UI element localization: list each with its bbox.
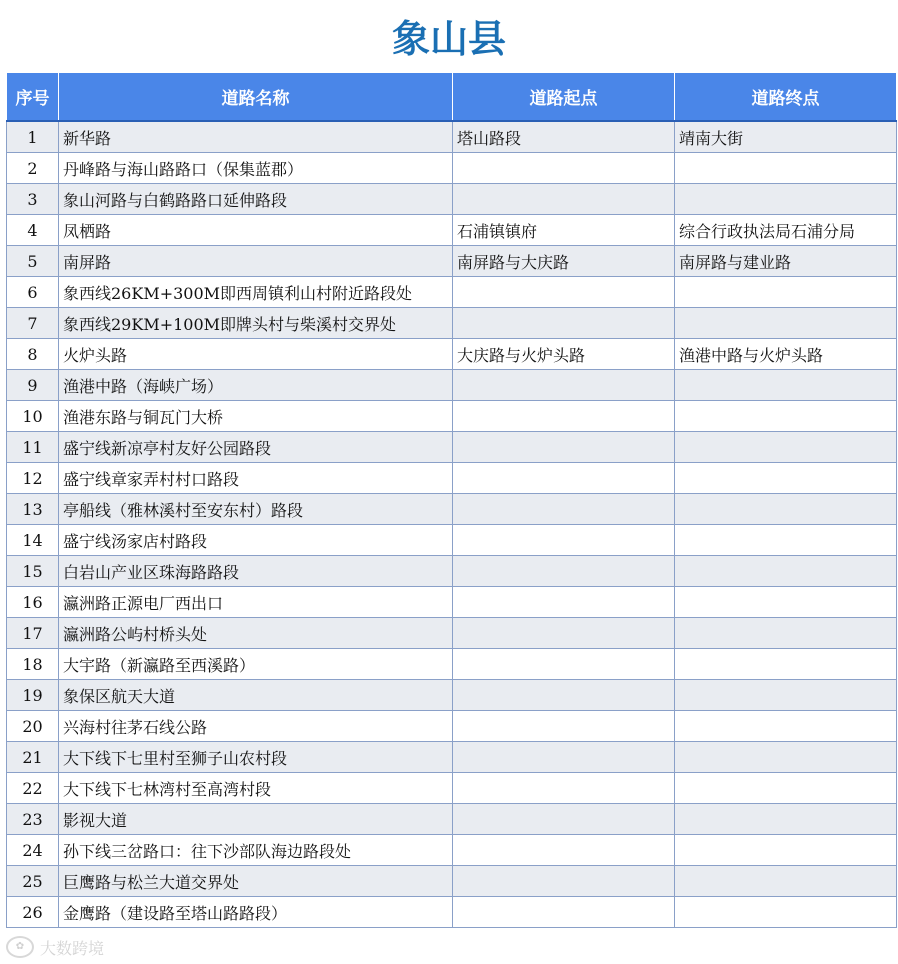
- watermark-text: 大数跨境: [40, 938, 105, 958]
- road-name-cell: 盛宁线新凉亭村友好公园路段: [59, 432, 453, 463]
- road-name-cell: 盛宁线汤家店村路段: [59, 525, 453, 556]
- row-index: 22: [7, 773, 59, 804]
- road-name-cell: 南屏路: [59, 246, 453, 277]
- table-body: [7, 121, 897, 928]
- row-index: 20: [7, 711, 59, 742]
- table-row: [7, 711, 897, 742]
- table-row: [7, 153, 897, 184]
- table-row: [7, 215, 897, 246]
- road-end-cell: [675, 153, 897, 184]
- road-start-cell: [453, 618, 675, 649]
- table-row: [7, 121, 897, 153]
- table-row: [7, 897, 897, 928]
- road-start-cell: [453, 432, 675, 463]
- table-row: [7, 649, 897, 680]
- road-end-cell: [675, 556, 897, 587]
- road-start-cell: [453, 711, 675, 742]
- row-index: 9: [7, 370, 59, 401]
- road-end-cell: [675, 184, 897, 215]
- row-index: 12: [7, 463, 59, 494]
- header-road-end: 道路终点: [675, 73, 897, 122]
- road-name-cell: 兴海村往茅石线公路: [59, 711, 453, 742]
- row-index: 5: [7, 246, 59, 277]
- road-end-cell: [675, 835, 897, 866]
- road-end-cell: [675, 897, 897, 928]
- row-index: 24: [7, 835, 59, 866]
- road-end-cell: [675, 866, 897, 897]
- road-start-cell: [453, 401, 675, 432]
- table-row: [7, 277, 897, 308]
- table-row: [7, 618, 897, 649]
- road-end-cell: [675, 308, 897, 339]
- road-name-cell: 象西线26KM+300M即西周镇利山村附近路段处: [59, 277, 453, 308]
- row-index: 6: [7, 277, 59, 308]
- road-end-cell: [675, 277, 897, 308]
- road-start-cell: [453, 742, 675, 773]
- road-start-cell: [453, 153, 675, 184]
- row-index: 21: [7, 742, 59, 773]
- table-header: [7, 73, 897, 122]
- road-name-cell: 渔港中路（海峡广场）: [59, 370, 453, 401]
- row-index: 7: [7, 308, 59, 339]
- row-index: 19: [7, 680, 59, 711]
- table-row: [7, 525, 897, 556]
- road-name-cell: 新华路: [59, 121, 453, 153]
- road-start-cell: 南屏路与大庆路: [453, 246, 675, 277]
- road-start-cell: [453, 463, 675, 494]
- road-name-cell: 巨鹰路与松兰大道交界处: [59, 866, 453, 897]
- road-end-cell: 综合行政执法局石浦分局: [675, 215, 897, 246]
- road-start-cell: [453, 897, 675, 928]
- header-row: [7, 73, 897, 122]
- road-start-cell: [453, 773, 675, 804]
- row-index: 15: [7, 556, 59, 587]
- road-end-cell: [675, 370, 897, 401]
- road-end-cell: 渔港中路与火炉头路: [675, 339, 897, 370]
- table-row: [7, 556, 897, 587]
- road-table: [6, 72, 897, 928]
- road-end-cell: 南屏路与建业路: [675, 246, 897, 277]
- road-name-cell: 影视大道: [59, 804, 453, 835]
- road-end-cell: [675, 742, 897, 773]
- road-name-cell: 象西线29KM+100M即牌头村与柴溪村交界处: [59, 308, 453, 339]
- table-row: [7, 804, 897, 835]
- row-index: 11: [7, 432, 59, 463]
- row-index: 18: [7, 649, 59, 680]
- road-start-cell: [453, 587, 675, 618]
- road-name-cell: 大下线下七林湾村至高湾村段: [59, 773, 453, 804]
- road-start-cell: 石浦镇镇府: [453, 215, 675, 246]
- header-road-start: 道路起点: [453, 73, 675, 122]
- road-name-cell: 金鹰路（建设路至塔山路路段）: [59, 897, 453, 928]
- road-name-cell: 丹峰路与海山路路口（保集蓝郡）: [59, 153, 453, 184]
- watermark: [6, 934, 104, 960]
- table-row: [7, 680, 897, 711]
- road-name-cell: 孙下线三岔路口：往下沙部队海边路段处: [59, 835, 453, 866]
- road-end-cell: [675, 432, 897, 463]
- page-title: 象山县: [391, 17, 506, 61]
- table-row: [7, 742, 897, 773]
- road-end-cell: [675, 711, 897, 742]
- road-name-cell: 渔港东路与铜瓦门大桥: [59, 401, 453, 432]
- road-start-cell: 大庆路与火炉头路: [453, 339, 675, 370]
- table-row: [7, 463, 897, 494]
- road-end-cell: [675, 587, 897, 618]
- road-name-cell: 白岩山产业区珠海路路段: [59, 556, 453, 587]
- road-start-cell: [453, 556, 675, 587]
- road-name-cell: 大下线下七里村至狮子山农村段: [59, 742, 453, 773]
- row-index: 3: [7, 184, 59, 215]
- road-end-cell: [675, 401, 897, 432]
- row-index: 14: [7, 525, 59, 556]
- table-row: [7, 308, 897, 339]
- row-index: 8: [7, 339, 59, 370]
- road-end-cell: [675, 804, 897, 835]
- row-index: 2: [7, 153, 59, 184]
- road-start-cell: [453, 184, 675, 215]
- road-start-cell: [453, 804, 675, 835]
- road-name-cell: 凤栖路: [59, 215, 453, 246]
- road-start-cell: [453, 494, 675, 525]
- road-name-cell: 盛宁线章家弄村村口路段: [59, 463, 453, 494]
- road-end-cell: [675, 494, 897, 525]
- table-row: [7, 432, 897, 463]
- road-end-cell: [675, 773, 897, 804]
- table-row: [7, 246, 897, 277]
- table-row: [7, 401, 897, 432]
- row-index: 16: [7, 587, 59, 618]
- road-start-cell: 塔山路段: [453, 121, 675, 153]
- road-start-cell: [453, 277, 675, 308]
- table-row: [7, 866, 897, 897]
- road-end-cell: [675, 463, 897, 494]
- row-index: 4: [7, 215, 59, 246]
- road-start-cell: [453, 525, 675, 556]
- road-start-cell: [453, 866, 675, 897]
- road-start-cell: [453, 649, 675, 680]
- road-start-cell: [453, 835, 675, 866]
- table-row: [7, 494, 897, 525]
- table-row: [7, 587, 897, 618]
- road-start-cell: [453, 308, 675, 339]
- road-end-cell: [675, 525, 897, 556]
- road-start-cell: [453, 370, 675, 401]
- road-name-cell: 亭船线（雅林溪村至安东村）路段: [59, 494, 453, 525]
- row-index: 23: [7, 804, 59, 835]
- road-name-cell: 象保区航天大道: [59, 680, 453, 711]
- row-index: 26: [7, 897, 59, 928]
- table-row: [7, 184, 897, 215]
- road-end-cell: [675, 649, 897, 680]
- table-row: [7, 370, 897, 401]
- table-row: [7, 773, 897, 804]
- row-index: 1: [7, 121, 59, 153]
- road-name-cell: 瀛洲路正源电厂西出口: [59, 587, 453, 618]
- road-start-cell: [453, 680, 675, 711]
- road-name-cell: 瀛洲路公屿村桥头处: [59, 618, 453, 649]
- road-name-cell: 象山河路与白鹤路路口延伸路段: [59, 184, 453, 215]
- road-name-cell: 大宇路（新瀛路至西溪路）: [59, 649, 453, 680]
- road-name-cell: 火炉头路: [59, 339, 453, 370]
- road-end-cell: 靖南大街: [675, 121, 897, 153]
- table-row: [7, 339, 897, 370]
- road-end-cell: [675, 618, 897, 649]
- header-index: 序号: [7, 73, 59, 122]
- row-index: 10: [7, 401, 59, 432]
- row-index: 25: [7, 866, 59, 897]
- row-index: 17: [7, 618, 59, 649]
- dashu-logo-icon: ✿: [6, 936, 34, 958]
- header-road-name: 道路名称: [59, 73, 453, 122]
- road-end-cell: [675, 680, 897, 711]
- row-index: 13: [7, 494, 59, 525]
- table-row: [7, 835, 897, 866]
